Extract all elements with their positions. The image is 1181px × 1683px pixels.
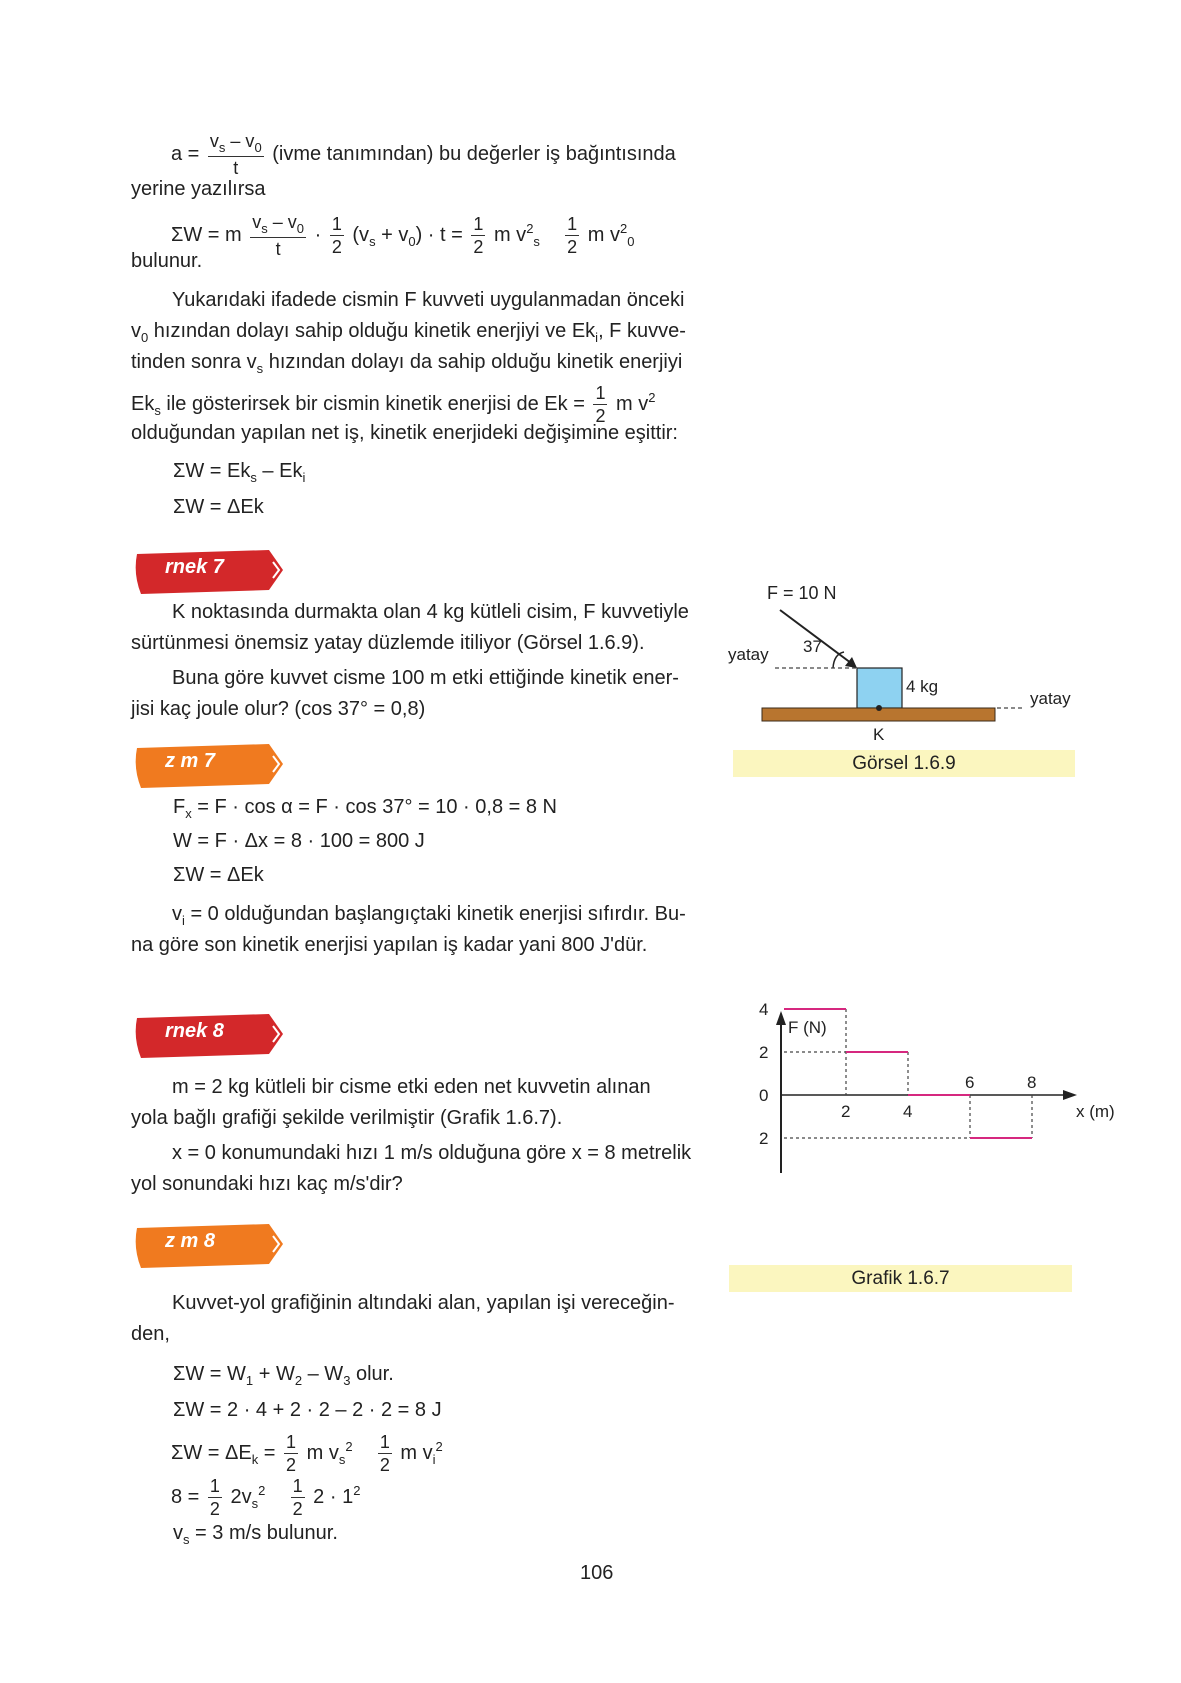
numerator: 1 [567,214,578,235]
paragraph-line: K noktasında durmakta olan 4 kg kütleli cisim, F kuvvetiyle [172,601,689,623]
denominator: t [233,158,239,178]
y-tick-label: 2 [759,1043,769,1062]
text-line: yerine yazılırsa [131,178,266,200]
numerator: 1 [292,1476,303,1497]
figure-caption: Görsel 1.6.9 [733,750,1075,777]
chart-caption: Grafik 1.6.7 [729,1265,1072,1292]
example-7-ribbon [133,548,283,592]
fraction-acceleration [208,132,264,177]
x-axis-label: x (m) [1076,1102,1115,1121]
denominator: 2 [379,1455,390,1476]
initial-term: m $v_i^2$ [400,1439,443,1467]
fraction-half [291,1477,305,1518]
force-label: F = 10 N [767,583,837,603]
paragraph-line: na göre son kinetik enerjisi yapılan iş kadar yani 800 J'dür. [131,934,648,956]
a-equation [171,131,676,178]
horizontal-label-right: yatay [1030,689,1071,708]
horizontal-label-left: yatay [728,645,769,664]
ek-definition: $Ek_s$ ile gösterirsek bir cismin kinetik enerjisi de Ek = [131,393,585,418]
numerator: 1 [209,1476,220,1497]
work-equation [171,207,635,260]
numerator: $v_s - v_0$ [252,212,305,237]
denominator: 2 [595,406,606,427]
equation: ΣW = ΔEk [173,496,264,518]
numerator: 1 [286,1432,297,1453]
final-term: m $v_s^2$ [306,1439,353,1467]
denominator: 2 [473,237,484,258]
example-8-ribbon [133,1012,283,1056]
page-number: 106 [580,1562,614,1584]
numeric-equation [171,1468,361,1520]
x-axis-arrow [1063,1090,1077,1100]
fraction-acceleration [250,213,306,258]
delta-ek: $\Sigma W = \Delta E_k$ = [171,1442,276,1467]
example-8-label: rnek 8 [165,1020,224,1042]
x-tick-label: 4 [903,1102,913,1121]
force-diagram [725,580,1080,745]
paragraph-line: m = 2 kg kütleli bir cisme etki eden net kuvvetin alınan [172,1076,651,1098]
fraction-half [208,1477,222,1518]
paragraph-line: $v_i = 0$ olduğundan başlangıçtaki kinetik enerjisi sıfırdır. Bu- [172,903,686,928]
initial-term: $2 \cdot 1^2$ [313,1483,361,1508]
y-tick-label: 4 [759,1000,769,1019]
block [857,668,902,708]
sw-prefix: ΣW = m [171,224,242,246]
paragraph-line: Kuvvet-yol grafiğinin altındaki alan, yapılan işi vereceğin- [172,1292,675,1314]
paragraph-line: x = 0 konumundaki hızı 1 m/s olduğuna göre x = 8 metrelik [172,1142,692,1164]
y-tick-label: 0 [759,1086,769,1105]
paragraph-line: jisi kaç joule olur? (cos 37° = 0,8) [131,698,426,720]
initial-kinetic-term: m $v^2_0$ [587,221,635,249]
paragraph-line: sürtünmesi önemsiz yatay düzlemde itiliyor (Görsel 1.6.9). [131,632,645,654]
example-7-label: rnek 7 [165,556,224,578]
paragraph-line: $v_0$ hızından dolayı sahip olduğu kinetik enerjiyi ve $Ek_i$, F kuvve- [131,320,686,345]
a-rest: (ivme tanımından) bu değerler iş bağıntısında [272,142,676,165]
equation: W = F · Δx = 8 · 100 = 800 J [173,830,425,852]
paragraph-line: den, [131,1323,170,1345]
numerator: 1 [379,1432,390,1453]
fraction-half [330,215,344,256]
sw-middle: $(v_s + v_0) \cdot t$ = [352,224,463,249]
paragraph-line: olduğundan yapılan net iş, kinetik enerjideki değişimine eşittir: [131,422,678,444]
fraction-half [471,215,485,256]
equation: $\Sigma W = Ek_s - Ek_i$ [173,460,306,485]
kinetic-energy-line [131,376,656,427]
equation: $\Sigma W = W_1 + W_2 - W_3$ olur. [173,1363,394,1388]
final-kinetic-term: m $v^2_s$ [493,221,540,249]
denominator: 2 [331,237,342,258]
dot-operator: · [314,224,322,246]
equation: ΣW = 2 · 4 + 2 · 2 – 2 · 2 = 8 J [173,1399,442,1421]
numerator: 1 [473,214,484,235]
energy-equation [171,1424,443,1476]
paragraph-line: Yukarıdaki ifadede cismin F kuvveti uygulanmadan önceki [172,289,685,311]
solution-8-ribbon [133,1222,283,1266]
mass-label: 4 kg [906,677,939,696]
final-term: $2v_s^2$ [230,1483,266,1511]
mv-squared: m $v^2$ [616,390,656,415]
solution-7-ribbon [133,742,283,786]
x-tick-label: 6 [965,1073,975,1092]
equation: ΣW = ΔEk [173,864,264,886]
numerator: $v_s - v_0$ [209,131,262,155]
denominator: 2 [567,237,578,258]
text-line: bulunur. [131,250,203,272]
eight-equals: 8 = [171,1486,200,1508]
denominator: t [275,239,281,260]
a-prefix: a = [171,142,200,165]
paragraph-line: tinden sonra $v_s$ hızından dolayı da sahip olduğu kinetik enerjiyi [131,351,683,376]
equation: $v_s = 3$ m/s bulunur. [173,1522,338,1547]
angle-arc [833,652,844,668]
paragraph-line: yola bağlı grafiği şekilde verilmiştir (Grafik 1.6.7). [131,1107,563,1129]
paragraph-line: Buna göre kuvvet cisme 100 m etki ettiğinde kinetik ener- [172,667,679,689]
solution-8-label: z m 8 [165,1230,216,1252]
point-k-label: K [873,725,885,744]
angle-label: 37 [803,637,822,656]
denominator: 2 [209,1499,220,1520]
fraction-half [378,1433,392,1474]
solution-7-label: z m 7 [165,750,216,772]
fraction-half [565,215,579,256]
paragraph-line: yol sonundaki hızı kaç m/s'dir? [131,1173,403,1195]
equation: $F_x = F \cdot \cos \alpha = F \cdot \cos 37^\circ = 10 \cdot 0,8 = 8$ N [173,796,557,821]
denominator: 2 [286,1455,297,1476]
point-k-marker [876,705,882,711]
numerator: 1 [595,383,606,404]
x-tick-label: 8 [1027,1073,1037,1092]
numerator: 1 [331,214,342,235]
x-tick-label: 2 [841,1102,851,1121]
y-axis-label: F (N) [788,1018,827,1037]
y-tick-label: 2 [759,1129,769,1148]
y-axis-arrow [776,1011,786,1025]
denominator: 2 [292,1499,303,1520]
force-position-chart [722,1000,1115,1260]
